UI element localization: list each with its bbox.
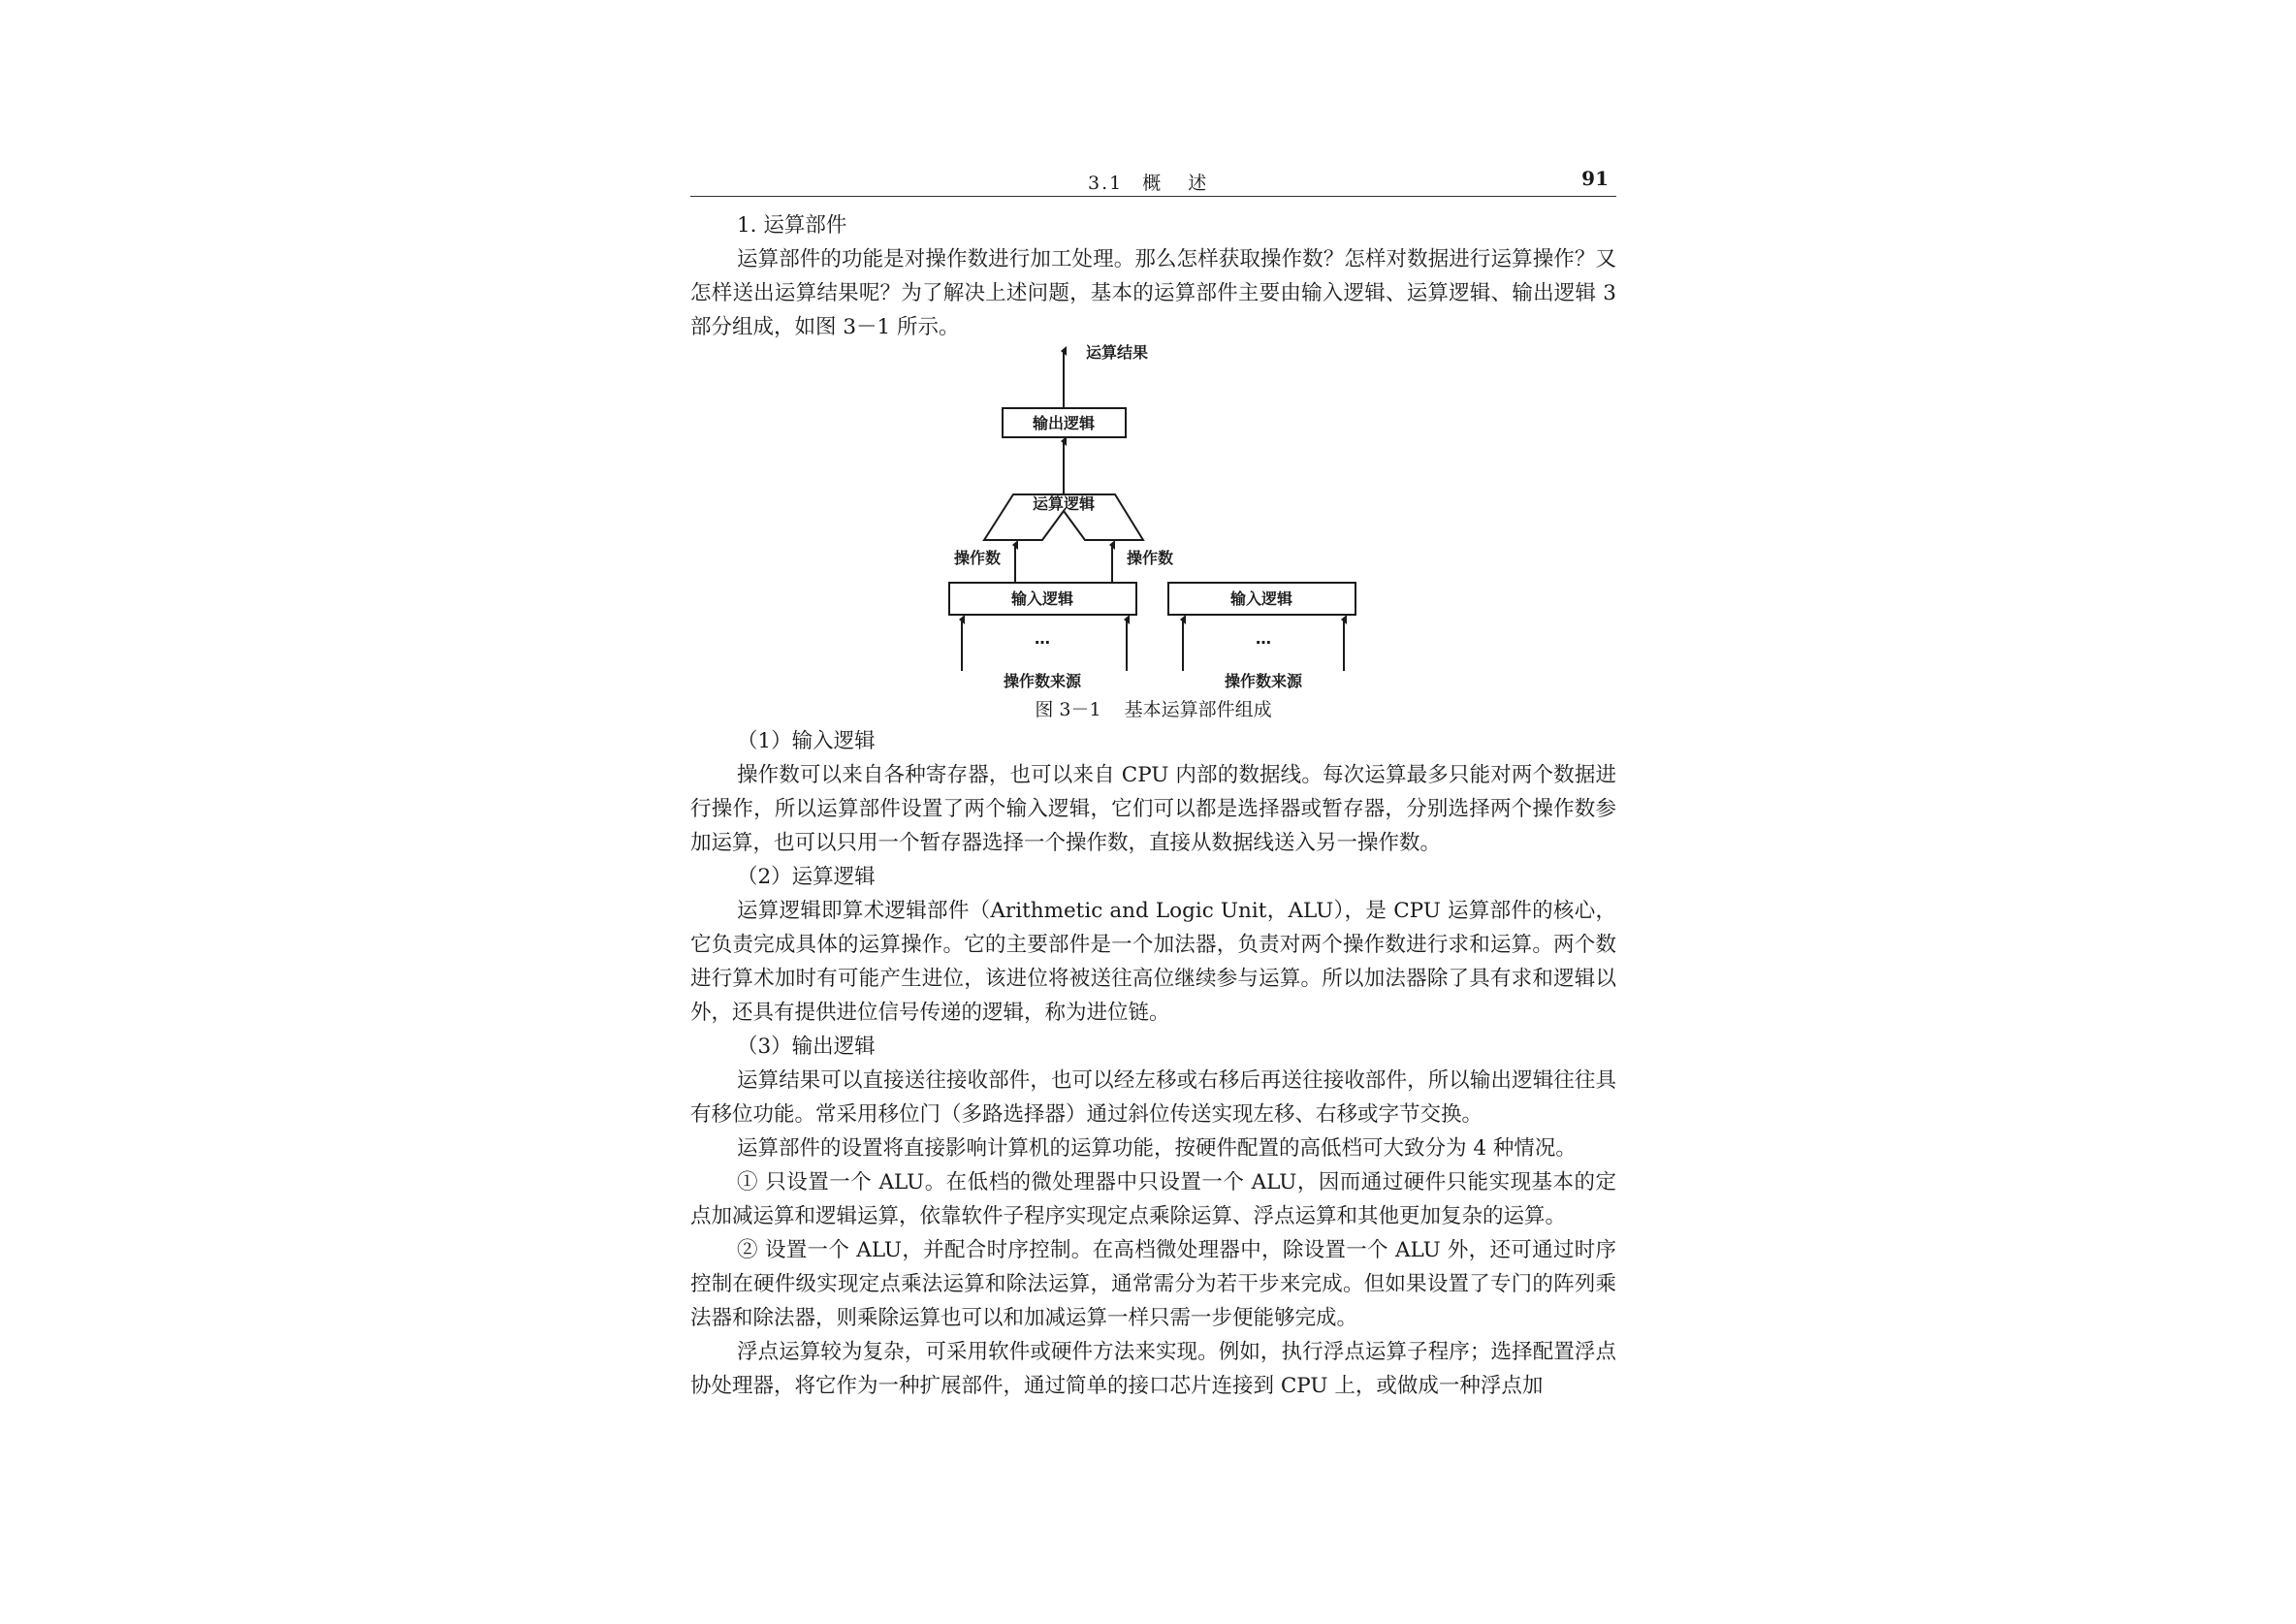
float-paragraph: 浮点运算较为复杂，可采用软件或硬件方法来实现。例如，执行浮点运算子程序；选择配置浮点协处理器，将它作为一种扩展部件，通过简单的接口芯片连接到 CPU 上，或做成一种浮点加 <box>690 1340 1616 1398</box>
left-operand-label: 操作数 <box>953 549 1001 567</box>
input-logic-paragraph: 操作数可以来自各种寄存器，也可以来自 CPU 内部的数据线。每次运算最多只能对两个数据进行操作，所以运算部件设置了两个输入逻辑，它们可以都是选择器或暂存器，分别选择两个操作数参加运算，也可以只用一个暂存器选择一个操作数，直接从数据线送入另一操作数。 <box>690 763 1616 855</box>
alu-paragraph: 运算逻辑即算术逻辑部件（Arithmetic and Logic Unit，ALU），是 CPU 运算部件的核心，它负责完成具体的运算操作。它的主要部件是一个加法器，负责对两个操作数进行求和运算。两个数进行算术加时有可能产生进位，该进位将被送往高位继续参与运算。所以加法器除了具有求和逻辑以外，还具有提供进位信号传递的逻辑，称为进位链。 <box>690 899 1616 1025</box>
right-input-logic-label: 输入逻辑 <box>1229 589 1293 608</box>
alu-label: 运算逻辑 <box>1032 494 1096 513</box>
heading-output-logic: （3）输出逻辑 <box>737 1035 876 1059</box>
page-number: 91 <box>1581 167 1609 190</box>
running-header <box>690 167 1616 197</box>
figure-3-1 <box>690 344 1616 724</box>
heading-alu: （2）运算逻辑 <box>737 865 876 889</box>
figure-caption-text: 基本运算部件组成 <box>1124 699 1272 720</box>
result-label: 运算结果 <box>1086 344 1149 362</box>
output-logic-label: 输出逻辑 <box>1032 414 1096 432</box>
config-item-1: ① 只设置一个 ALU。在低档的微处理器中只设置一个 ALU，因而通过硬件只能实现基本的定点加减运算和逻辑运算，依靠软件子程序实现定点乘除运算、浮点运算和其他更加复杂的运算。 <box>690 1170 1616 1228</box>
left-input-logic-label: 输入逻辑 <box>1010 589 1074 608</box>
arithmetic-unit-diagram <box>690 344 1616 724</box>
header-section-title: 概述 <box>1142 173 1234 194</box>
heading-input-logic: （1）输入逻辑 <box>737 729 876 753</box>
right-dots: … <box>1256 629 1271 648</box>
config-paragraph: 运算部件的设置将直接影响计算机的运算功能，按硬件配置的高低档可大致分为 4 种情况。 <box>737 1136 1577 1161</box>
intro-paragraph: 运算部件的功能是对操作数进行加工处理。那么怎样获取操作数？怎样对数据进行运算操作？又怎样送出运算结果呢？为了解决上述问题，基本的运算部件主要由输入逻辑、运算逻辑、输出逻辑 3 部分组成，如图 3－1 所示。 <box>690 247 1616 339</box>
header-section <box>1088 169 1233 195</box>
header-section-number: 3.1 <box>1088 173 1124 194</box>
book-page <box>690 167 1616 1403</box>
config-item-2: ② 设置一个 ALU，并配合时序控制。在高档微处理器中，除设置一个 ALU 外，还可通过时序控制在硬件级实现定点乘法运算和除法运算，通常需分为若干步来完成。但如果设置了专门的阵列乘法器和除法器，则乘除运算也可以和加减运算一样只需一步便能够完成。 <box>690 1238 1616 1330</box>
left-dots: … <box>1035 629 1050 648</box>
heading-arithmetic-unit: 1. 运算部件 <box>737 213 847 238</box>
output-logic-paragraph: 运算结果可以直接送往接收部件，也可以经左移或右移后再送往接收部件，所以输出逻辑往往具有移位功能。常采用移位门（多路选择器）通过斜位传送实现左移、右移或字节交换。 <box>690 1068 1616 1127</box>
figure-caption-number: 图 3－1 <box>1035 699 1101 720</box>
left-source-label: 操作数来源 <box>1003 672 1082 690</box>
page-body <box>690 208 1616 1403</box>
right-operand-label: 操作数 <box>1127 549 1174 567</box>
right-source-label: 操作数来源 <box>1224 672 1303 690</box>
figure-caption <box>690 693 1616 727</box>
